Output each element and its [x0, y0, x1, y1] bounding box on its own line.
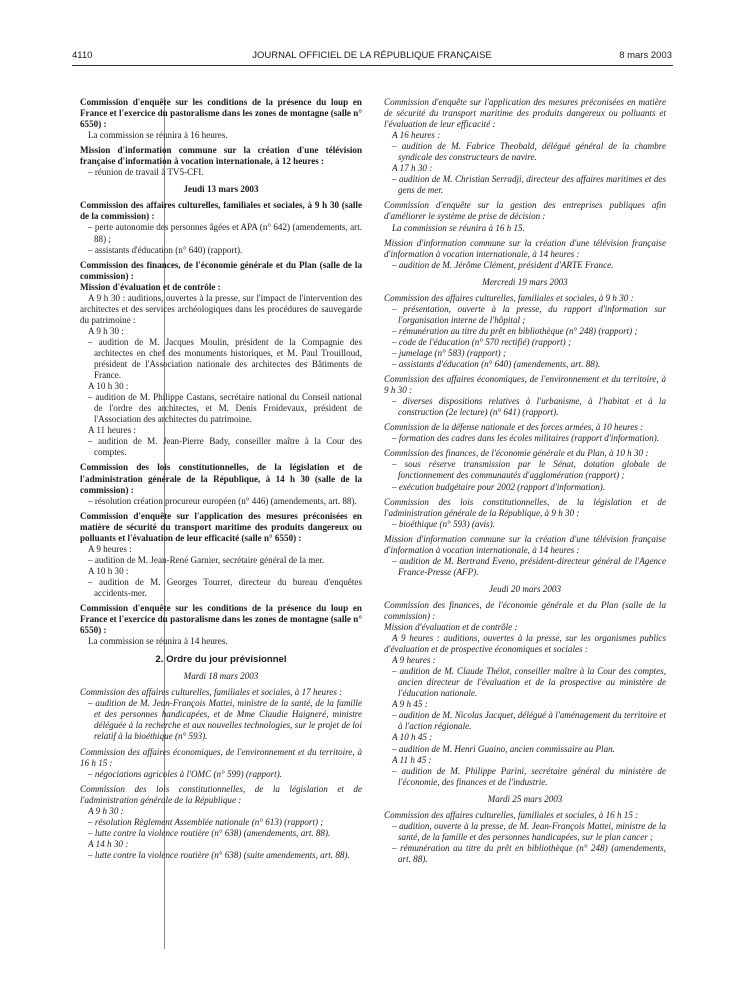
right-column — [384, 97, 666, 865]
paragraph: Commission des affaires économiques, de l'environnement et du territoire, à 9 h 30 : — [384, 374, 666, 396]
issue-date: 8 mars 2003 — [619, 50, 672, 61]
paragraph: – audition de M. Jean-Pierre Bady, conseiller maître à la Cour des comptes. — [88, 436, 362, 458]
page-header — [72, 50, 672, 64]
paragraph: – lutte contre la violence routière (n° 638) (suite amendements, art. 88). — [88, 849, 350, 860]
paragraph: Commission des finances, de l'économie générale et du Plan, à 10 h 30 : — [384, 448, 649, 459]
paragraph: – audition de M. Henri Guaino, ancien commissaire au Plan. — [392, 743, 615, 754]
paragraph: – assistants d'éducation (n° 640) (amendements, art. 88). — [392, 359, 601, 370]
journal-title: JOURNAL OFFICIEL DE LA RÉPUBLIQUE FRANÇAISE — [252, 50, 492, 61]
paragraph: Mission d'évaluation et de contrôle : — [384, 622, 518, 633]
paragraph: – audition de M. Philippe Parini, secrétaire général du ministère de l'économie, des finances et de l'industrie. — [392, 765, 666, 787]
paragraph: Mission d'information commune sur la création d'une télévision française d'information à vocation internationale, à 14 heures : — [384, 237, 666, 259]
paragraph: – jumelage (n° 583) (rapport) ; — [392, 347, 507, 358]
paragraph: A 9 h 30 : — [88, 805, 124, 816]
paragraph: A 11 heures : — [88, 425, 136, 436]
paragraph: – code de l'éducation (n° 570 rectifié) (rapport) ; — [392, 336, 571, 347]
paragraph: A 9 h 45 : — [392, 699, 428, 710]
paragraph: Commission d'enquête sur les conditions de la présence du loup en France et l'exercice du pastoralisme dans les zones de montagne (salle n° 6550) : — [80, 603, 362, 636]
paragraph: – réunion de travail à TV5-CFI. — [88, 167, 204, 178]
paragraph: Commission d'enquête sur la gestion des entreprises publiques afin d'améliorer le système de prise de décision : — [384, 200, 666, 222]
paragraph: A 9 h 30 : auditions, ouvertes à la presse, sur l'impact de l'intervention des architectes et des services archéologiques dans les procédures de sauvegarde du patrimoine : — [80, 292, 362, 325]
paragraph: – négociations agricoles à l'OMC (n° 599) (rapport). — [88, 768, 283, 779]
paragraph: A 9 heures : — [88, 543, 132, 554]
paragraph: – audition de M. Jérôme Clément, président d'ARTE France. — [392, 259, 614, 270]
paragraph: La commission se réunira à 14 heures. — [88, 636, 228, 647]
paragraph: Commission des affaires culturelles, familiales et sociales, à 9 h 30 (salle de la commission) : — [80, 200, 362, 222]
paragraph: – perte autonomie des personnes âgées et APA (n° 642) (amendements, art. 88) ; — [88, 222, 362, 244]
paragraph: A 16 heures : — [392, 130, 441, 141]
paragraph: Commission d'enquête sur les conditions de la présence du loup en France et l'exercice du pastoralisme dans les zones de montagne (salle n° 6550) : — [80, 97, 362, 130]
paragraph: Commission des affaires culturelles, familiales et sociales, à 17 heures : — [80, 687, 343, 698]
paragraph: Mercredi 19 mars 2003 — [482, 276, 568, 287]
paragraph: – audition de M. Georges Tourret, directeur du bureau d'enquêtes accidents-mer. — [88, 576, 362, 598]
paragraph: Commission d'enquête sur l'application des mesures préconisées en matière de sécurité du transport maritime des produits dangereux ou polluants et l'évaluation de leur efficacité : — [384, 97, 666, 130]
paragraph: Commission de la défense nationale et des forces armées, à 10 heures : — [384, 422, 644, 433]
paragraph: – audition, ouverte à la presse, de M. Jean-François Mattei, ministre de la santé, de la famille et des personnes handicapées, sur le plan cancer ; — [392, 820, 666, 842]
paragraph: Commission des lois constitutionnelles, de la législation et de l'administration générale de la République : — [80, 783, 362, 805]
paragraph: A 10 h 30 : — [88, 565, 129, 576]
paragraph: – lutte contre la violence routière (n° 638) (amendements, art. 88). — [88, 827, 331, 838]
paragraph: Mardi 18 mars 2003 — [183, 671, 259, 682]
paragraph: Jeudi 13 mars 2003 — [183, 184, 259, 195]
paragraph: A 9 heures : auditions, ouvertes à la presse, sur les organismes publics d'évaluation et de prospective économiques et sociales : — [384, 633, 666, 655]
paragraph: – audition de M. Jean-René Garnier, secrétaire général de la mer. — [88, 554, 325, 565]
paragraph: Commission des finances, de l'économie générale et du Plan (salle de la commission) : — [384, 599, 666, 621]
paragraph: La commission se réunira à 16 heures. — [88, 130, 228, 141]
header-rule — [72, 65, 673, 66]
paragraph: – résolution Règlement Assemblée nationale (n° 613) (rapport) ; — [88, 816, 324, 827]
paragraph: – audition de M. Fabrice Theobald, délégué général de la chambre syndicale des constructeurs de navire. — [392, 141, 666, 163]
paragraph: Commission des lois constitutionnelles, de la législation et de l'administration générale de la République, à 9 h 30 : — [384, 496, 666, 518]
paragraph: – assistants d'éducation (n° 640) (rapport). — [88, 244, 243, 255]
paragraph: – rémunération au titre du prêt en bibliothèque (n° 248) (rapport) ; — [392, 325, 638, 336]
paragraph: Commission des finances, de l'économie générale et du Plan (salle de la commission) : — [80, 259, 362, 281]
left-column — [80, 97, 362, 861]
paragraph: Mission d'information commune sur la création d'une télévision française d'information à vocation internationale, à 14 heures : — [384, 533, 666, 555]
paragraph: A 11 h 45 : — [392, 754, 432, 765]
page-number: 4110 — [72, 50, 93, 61]
paragraph: Mission d'évaluation et de contrôle : — [80, 281, 221, 292]
paragraph: La commission se réunira à 16 h 15. — [392, 222, 525, 233]
paragraph: – résolution création procureur européen (n° 446) (amendements, art. 88). — [88, 495, 357, 506]
paragraph: – présentation, ouverte à la presse, du rapport d'information sur l'organisation interne de l'hôpital ; — [392, 303, 666, 325]
paragraph: A 10 h 45 : — [392, 732, 433, 743]
paragraph: A 17 h 30 : — [392, 163, 433, 174]
paragraph: A 9 heures : — [392, 655, 436, 666]
paragraph: – diverses dispositions relatives à l'urbanisme, à l'habitat et à la construction (2e lecture) (n° 641) (rapport). — [392, 396, 666, 418]
paragraph: – exécution budgétaire pour 2002 (rapport d'information). — [392, 481, 606, 492]
paragraph: – audition de M. Jean-François Mattei, ministre de la santé, de la famille et des personnes handicapées, et de Mme Claudie Haigneré, ministre déléguée à la recherche et aux nouvelles technologies, sur le projet de loi relatif à la bioéthique (n° 593). — [88, 698, 362, 742]
paragraph: 2. Ordre du jour prévisionnel — [155, 654, 287, 666]
paragraph: – audition de M. Philippe Castans, secrétaire national du Conseil national de l'ordre des architectes, et M. Denis Froidevaux, président de l'Association des architectes du patrimoine. — [88, 392, 362, 425]
paragraph: Mardi 25 mars 2003 — [487, 793, 563, 804]
paragraph: – formation des cadres dans les écoles militaires (rapport d'information). — [392, 433, 659, 444]
paragraph: Commission des lois constitutionnelles, de la législation et de l'administration générale de la République, à 14 h 30 (salle de la commission) : — [80, 462, 362, 495]
paragraph: A 9 h 30 : — [88, 325, 124, 336]
paragraph: Mission d'information commune sur la création d'une télévision française d'information à vocation internationale, à 12 heures : — [80, 145, 362, 167]
paragraph: – rémunération au titre du prêt en bibliothèque (n° 248) (amendements, art. 88). — [392, 842, 666, 864]
paragraph: Commission des affaires culturelles, familiales et sociales, à 9 h 30 : — [384, 292, 634, 303]
paragraph: A 14 h 30 : — [88, 838, 129, 849]
paragraph: – audition de M. Jacques Moulin, président de la Compagnie des architectes en chef des monuments historiques, et M. Paul Trouilloud, président de l'Association nationale des architectes des Bâtiments de France. — [88, 336, 362, 381]
paragraph: Commission d'enquête sur l'application des mesures préconisées en matière de sécurité du transport maritime des produits dangereux ou polluants et l'évaluation de leur efficacité (salle n° 6550) : — [80, 510, 362, 543]
paragraph: – bioéthique (n° 593) (avis). — [392, 518, 495, 529]
paragraph: Commission des affaires économiques, de l'environnement et du territoire, à 16 h 15 : — [80, 746, 362, 768]
paragraph: – audition de M. Christian Serradji, directeur des affaires maritimes et des gens de mer. — [392, 174, 666, 196]
paragraph: Commission des affaires culturelles, familiales et sociales, à 16 h 15 : — [384, 809, 639, 820]
paragraph: A 10 h 30 : — [88, 381, 129, 392]
paragraph: – audition de M. Claude Thélot, conseiller maître à la Cour des comptes, ancien directeur de l'évaluation et de la prospective au ministère de l'éducation nationale. — [392, 666, 666, 699]
paragraph: – sous réserve transmission par le Sénat, dotation globale de fonctionnement des communautés d'agglomération (rapport) ; — [392, 459, 666, 481]
paragraph: Jeudi 20 mars 2003 — [489, 583, 561, 594]
paragraph: – audition de M. Bertrand Eveno, président-directeur général de l'Agence France-Presse (AFP). — [392, 555, 666, 577]
paragraph: – audition de M. Nicolas Jacquet, délégué à l'aménagement du territoire et à l'action régionale. — [392, 710, 666, 732]
